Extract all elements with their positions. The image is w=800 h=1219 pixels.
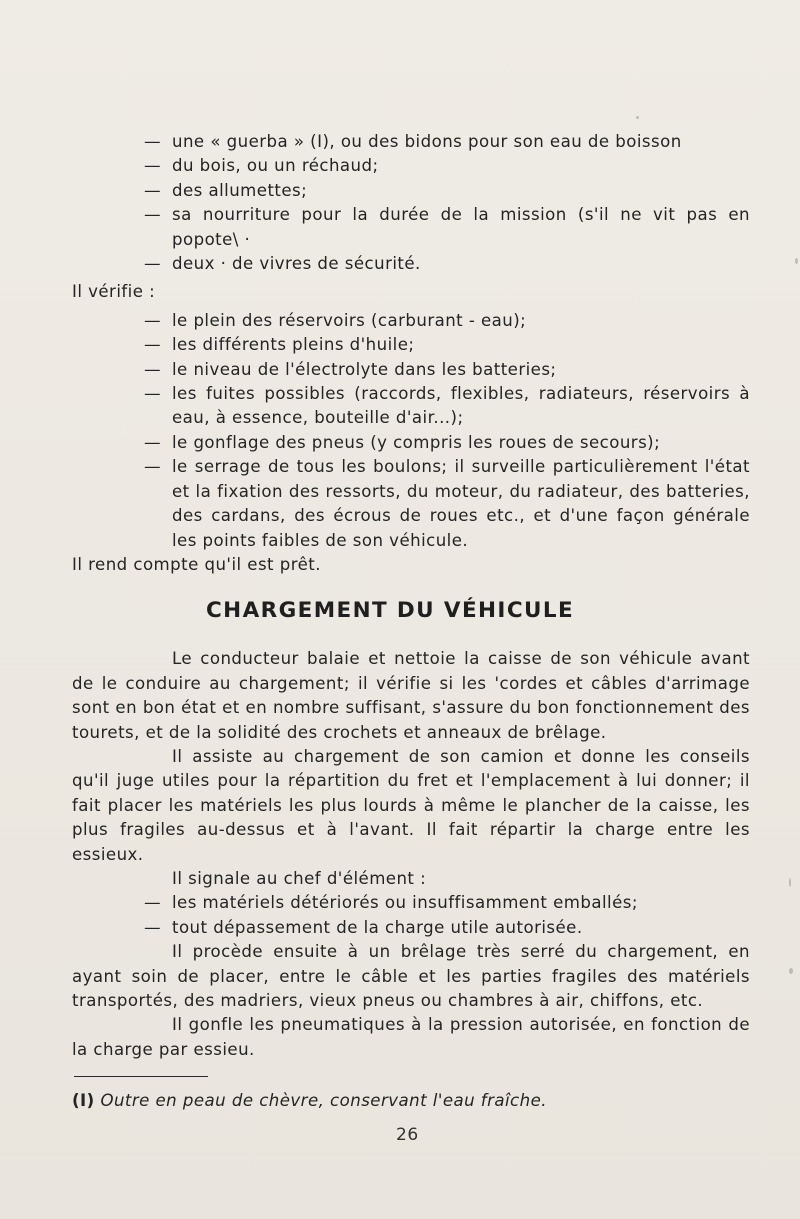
list-item-text: des allumettes; (172, 180, 308, 200)
list-item (72, 891, 750, 915)
paragraph: Il procède ensuite à un brêlage très serré du chargement, en ayant soin de placer, entre le câble et les parties fragiles des matériels transportés, des madriers, vieux pneus ou chambres à air, chiffons, etc. (72, 942, 750, 1010)
dash: — (144, 156, 162, 176)
list-item (72, 382, 750, 431)
list-item (72, 154, 750, 178)
list-item (72, 203, 750, 252)
list-item-text: deux · de vivres de sécurité. (172, 254, 421, 274)
page-number: 26 (396, 1125, 419, 1145)
list-item (72, 333, 750, 357)
list-item-text: les différents pleins d'huile; (172, 335, 415, 355)
list-item-text: sa nourriture pour la durée de la mission (s'il ne vit pas en popote\ · (172, 205, 750, 249)
list-item-text: le niveau de l'électrolyte dans les batteries; (172, 359, 557, 379)
paper-speck (789, 968, 793, 974)
footnote-rule (74, 1076, 208, 1077)
list-item (72, 358, 750, 382)
list-item-text: une « guerba » (I), ou des bidons pour son eau de boisson (172, 132, 682, 151)
list-item (72, 179, 750, 203)
supplies-list (72, 130, 750, 276)
paper-speck (789, 878, 791, 887)
paragraph: Il assiste au chargement de son camion et donne les conseils qu'il juge utiles pour la répartition du fret et l'emplacement à lui donner; il fait placer les matériels les plus lourds à même le plancher de la caisse, les plus fragiles au-dessus et à l'avant. Il fait répartir la charge entre les essieux. (72, 746, 750, 864)
list-item-text: du bois, ou un réchaud; (172, 156, 379, 176)
dash: — (144, 180, 162, 200)
paper-speck (636, 116, 639, 119)
dash: — (144, 917, 162, 937)
dash: — (144, 384, 162, 404)
paragraph: Il gonfle les pneumatiques à la pression autorisée, en fonction de la charge par essieu. (72, 1015, 750, 1059)
verifie-label: Il vérifie : (72, 282, 156, 302)
dash: — (144, 132, 162, 151)
report-list (72, 891, 750, 940)
dash: — (144, 335, 162, 355)
list-item (72, 252, 750, 276)
dash: — (144, 205, 162, 225)
paper-speck (795, 258, 798, 264)
page-content (72, 130, 750, 1114)
list-item-text: le serrage de tous les boulons; il surveille particulièrement l'état et la fixation des ressorts, du moteur, du radiateur, des batteries, des cardans, des écrous de roues etc., et d'une façon générale les points faibles de son véhicule. (172, 457, 750, 550)
dash: — (144, 893, 162, 913)
footnote-mark: (I) (72, 1091, 95, 1111)
list-item-text: les matériels détériorés ou insuffisamment emballés; (172, 893, 638, 913)
list-item (72, 309, 750, 333)
list-item-text: tout dépassement de la charge utile autorisée. (172, 917, 583, 937)
dash: — (144, 359, 162, 379)
dash: — (144, 254, 162, 274)
dash: — (144, 457, 162, 477)
section-title: CHARGEMENT DU VÉHICULE (206, 598, 575, 624)
list-item (72, 916, 750, 940)
paragraph: Le conducteur balaie et nettoie la caisse de son véhicule avant de le conduire au chargement; il vérifie si les 'cordes et câbles d'arrimage sont en bon état et en nombre suffisant, s'assure du bon fonctionnement des tourets, et de la solidité des crochets et anneaux de brêlage. (72, 649, 750, 742)
list-item-text: le plein des réservoirs (carburant - eau); (172, 310, 527, 330)
list-item (72, 130, 750, 154)
paragraph: Il signale au chef d'élément : (172, 868, 427, 888)
list-item-text: le gonflage des pneus (y compris les roues de secours); (172, 432, 661, 452)
footnote (72, 1089, 750, 1113)
checks-list (72, 309, 750, 553)
footnote-text: Outre en peau de chèvre, conservant l'eau fraîche. (100, 1091, 547, 1111)
list-item (72, 455, 750, 553)
rend-compte-line: Il rend compte qu'il est prêt. (72, 554, 321, 574)
dash: — (144, 432, 162, 452)
dash: — (144, 310, 162, 330)
list-item (72, 431, 750, 455)
list-item-text: les fuites possibles (raccords, flexibles, radiateurs, réservoirs à eau, à essence, bouteille d'air...); (172, 384, 750, 428)
